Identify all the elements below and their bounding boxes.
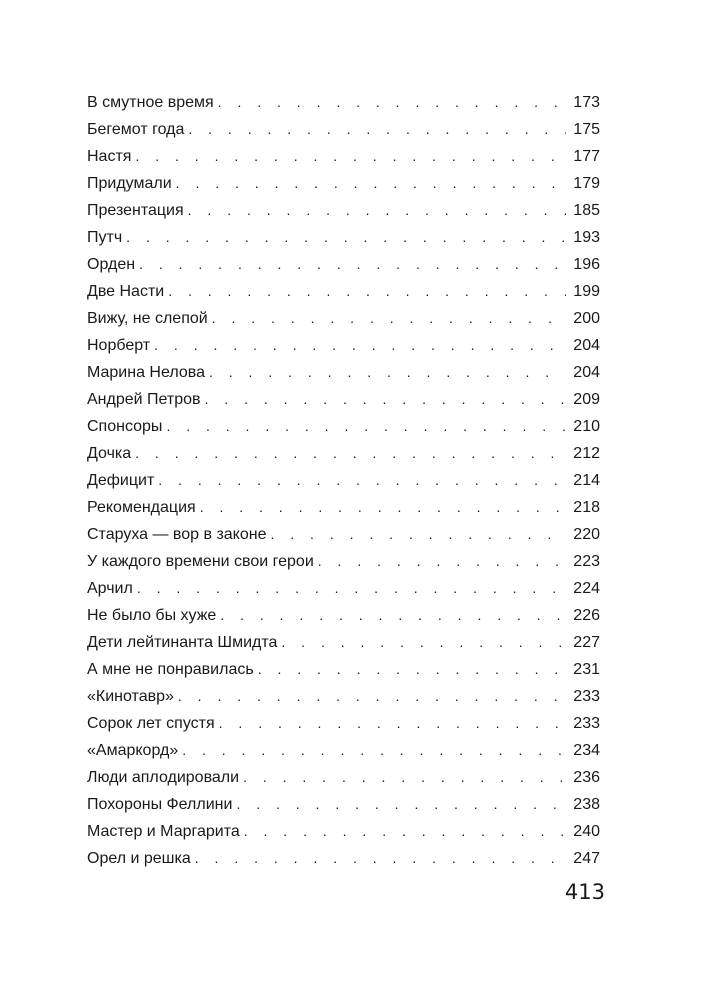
toc-entry-title: Придумали <box>87 175 172 192</box>
toc-entry <box>87 656 600 683</box>
toc-entry <box>87 575 600 602</box>
toc-entry <box>87 170 600 197</box>
toc-entry <box>87 251 600 278</box>
toc-entry-title: Бегемот года <box>87 121 185 138</box>
toc-entry-page: 214 <box>573 472 600 489</box>
toc-entry-title: А мне не понравилась <box>87 661 254 678</box>
dot-leader <box>168 278 566 305</box>
toc-entry-title: У каждого времени свои герои <box>87 553 314 570</box>
toc-entry-page: 173 <box>573 94 600 111</box>
toc-entry-page: 177 <box>573 148 600 165</box>
toc-entry <box>87 440 600 467</box>
dot-leader <box>182 737 566 764</box>
dot-leader <box>219 710 566 737</box>
toc-entry <box>87 305 600 332</box>
toc-entry-title: Норберт <box>87 337 151 354</box>
toc-entry-page: 185 <box>573 202 600 219</box>
dot-leader <box>258 656 566 683</box>
toc-entry-page: 204 <box>573 337 600 354</box>
toc-entry <box>87 467 600 494</box>
dot-leader <box>270 521 566 548</box>
dot-leader <box>236 791 566 818</box>
toc-entry <box>87 494 600 521</box>
toc-entry-title: Дефицит <box>87 472 155 489</box>
toc-entry <box>87 386 600 413</box>
dot-leader <box>126 224 566 251</box>
toc-entry-title: «Амаркорд» <box>87 742 179 759</box>
toc-entry-title: Орден <box>87 256 136 273</box>
toc-entry <box>87 629 600 656</box>
dot-leader <box>178 683 566 710</box>
dot-leader <box>137 575 566 602</box>
toc-entry <box>87 683 600 710</box>
toc-entry <box>87 548 600 575</box>
table-of-contents <box>87 89 600 872</box>
toc-entry-page: 231 <box>573 661 600 678</box>
toc-entry-page: 223 <box>573 553 600 570</box>
dot-leader <box>188 197 566 224</box>
toc-entry-page: 240 <box>573 823 600 840</box>
toc-entry-title: Старуха — вор в законе <box>87 526 267 543</box>
dot-leader <box>158 467 566 494</box>
dot-leader <box>218 89 566 116</box>
toc-entry-page: 233 <box>573 688 600 705</box>
dot-leader <box>195 845 566 872</box>
toc-entry-title: Орел и решка <box>87 850 191 867</box>
toc-entry-title: Андрей Петров <box>87 391 201 408</box>
dot-leader <box>154 332 566 359</box>
toc-entry <box>87 764 600 791</box>
toc-entry-title: Марина Нелова <box>87 364 205 381</box>
toc-entry-title: Сорок лет спустя <box>87 715 215 732</box>
toc-entry-page: 218 <box>573 499 600 516</box>
toc-entry <box>87 413 600 440</box>
toc-entry <box>87 197 600 224</box>
toc-entry-title: Вижу, не слепой <box>87 310 208 327</box>
toc-entry-page: 247 <box>573 850 600 867</box>
toc-entry <box>87 737 600 764</box>
dot-leader <box>212 305 566 332</box>
toc-entry <box>87 710 600 737</box>
toc-entry <box>87 89 600 116</box>
toc-entry-title: Дочка <box>87 445 132 462</box>
toc-entry-page: 212 <box>573 445 600 462</box>
dot-leader <box>139 251 566 278</box>
toc-entry-page: 227 <box>573 634 600 651</box>
toc-entry-page: 175 <box>573 121 600 138</box>
toc-entry <box>87 224 600 251</box>
dot-leader <box>209 359 566 386</box>
toc-entry-page: 224 <box>573 580 600 597</box>
toc-entry-title: Рекомендация <box>87 499 196 516</box>
toc-entry-title: Похороны Феллини <box>87 796 233 813</box>
dot-leader <box>166 413 566 440</box>
toc-entry <box>87 791 600 818</box>
toc-entry-page: 209 <box>573 391 600 408</box>
toc-entry-page: 210 <box>573 418 600 435</box>
toc-entry <box>87 602 600 629</box>
dot-leader <box>188 116 566 143</box>
toc-entry <box>87 818 600 845</box>
toc-entry <box>87 332 600 359</box>
toc-entry-page: 226 <box>573 607 600 624</box>
toc-entry <box>87 521 600 548</box>
dot-leader <box>176 170 566 197</box>
toc-entry-title: Настя <box>87 148 132 165</box>
toc-entry-page: 199 <box>573 283 600 300</box>
dot-leader <box>200 494 566 521</box>
page-number: 413 <box>564 880 605 904</box>
toc-entry <box>87 359 600 386</box>
toc-entry-title: Путч <box>87 229 123 246</box>
toc-entry-title: Спонсоры <box>87 418 163 435</box>
toc-entry-title: Мастер и Маргарита <box>87 823 240 840</box>
toc-entry <box>87 116 600 143</box>
toc-entry-page: 196 <box>573 256 600 273</box>
toc-entry-page: 204 <box>573 364 600 381</box>
dot-leader <box>244 818 566 845</box>
toc-entry-page: 193 <box>573 229 600 246</box>
toc-entry-title: Две Насти <box>87 283 165 300</box>
toc-entry <box>87 278 600 305</box>
toc-entry-title: «Кинотавр» <box>87 688 174 705</box>
toc-entry-page: 238 <box>573 796 600 813</box>
toc-entry-title: Презентация <box>87 202 184 219</box>
toc-entry-page: 179 <box>573 175 600 192</box>
toc-entry-title: Не было бы хуже <box>87 607 217 624</box>
dot-leader <box>318 548 566 575</box>
toc-entry-title: В смутное время <box>87 94 214 111</box>
dot-leader <box>205 386 566 413</box>
dot-leader <box>135 440 566 467</box>
toc-entry-page: 220 <box>573 526 600 543</box>
toc-entry-page: 236 <box>573 769 600 786</box>
dot-leader <box>135 143 566 170</box>
toc-entry-title: Дети лейтинанта Шмидта <box>87 634 278 651</box>
dot-leader <box>243 764 566 791</box>
toc-entry-page: 233 <box>573 715 600 732</box>
toc-entry <box>87 143 600 170</box>
toc-entry-title: Люди аплодировали <box>87 769 240 786</box>
dot-leader <box>220 602 566 629</box>
toc-entry-page: 200 <box>573 310 600 327</box>
toc-entry-page: 234 <box>573 742 600 759</box>
dot-leader <box>281 629 566 656</box>
toc-entry-title: Арчил <box>87 580 133 597</box>
toc-entry <box>87 845 600 872</box>
